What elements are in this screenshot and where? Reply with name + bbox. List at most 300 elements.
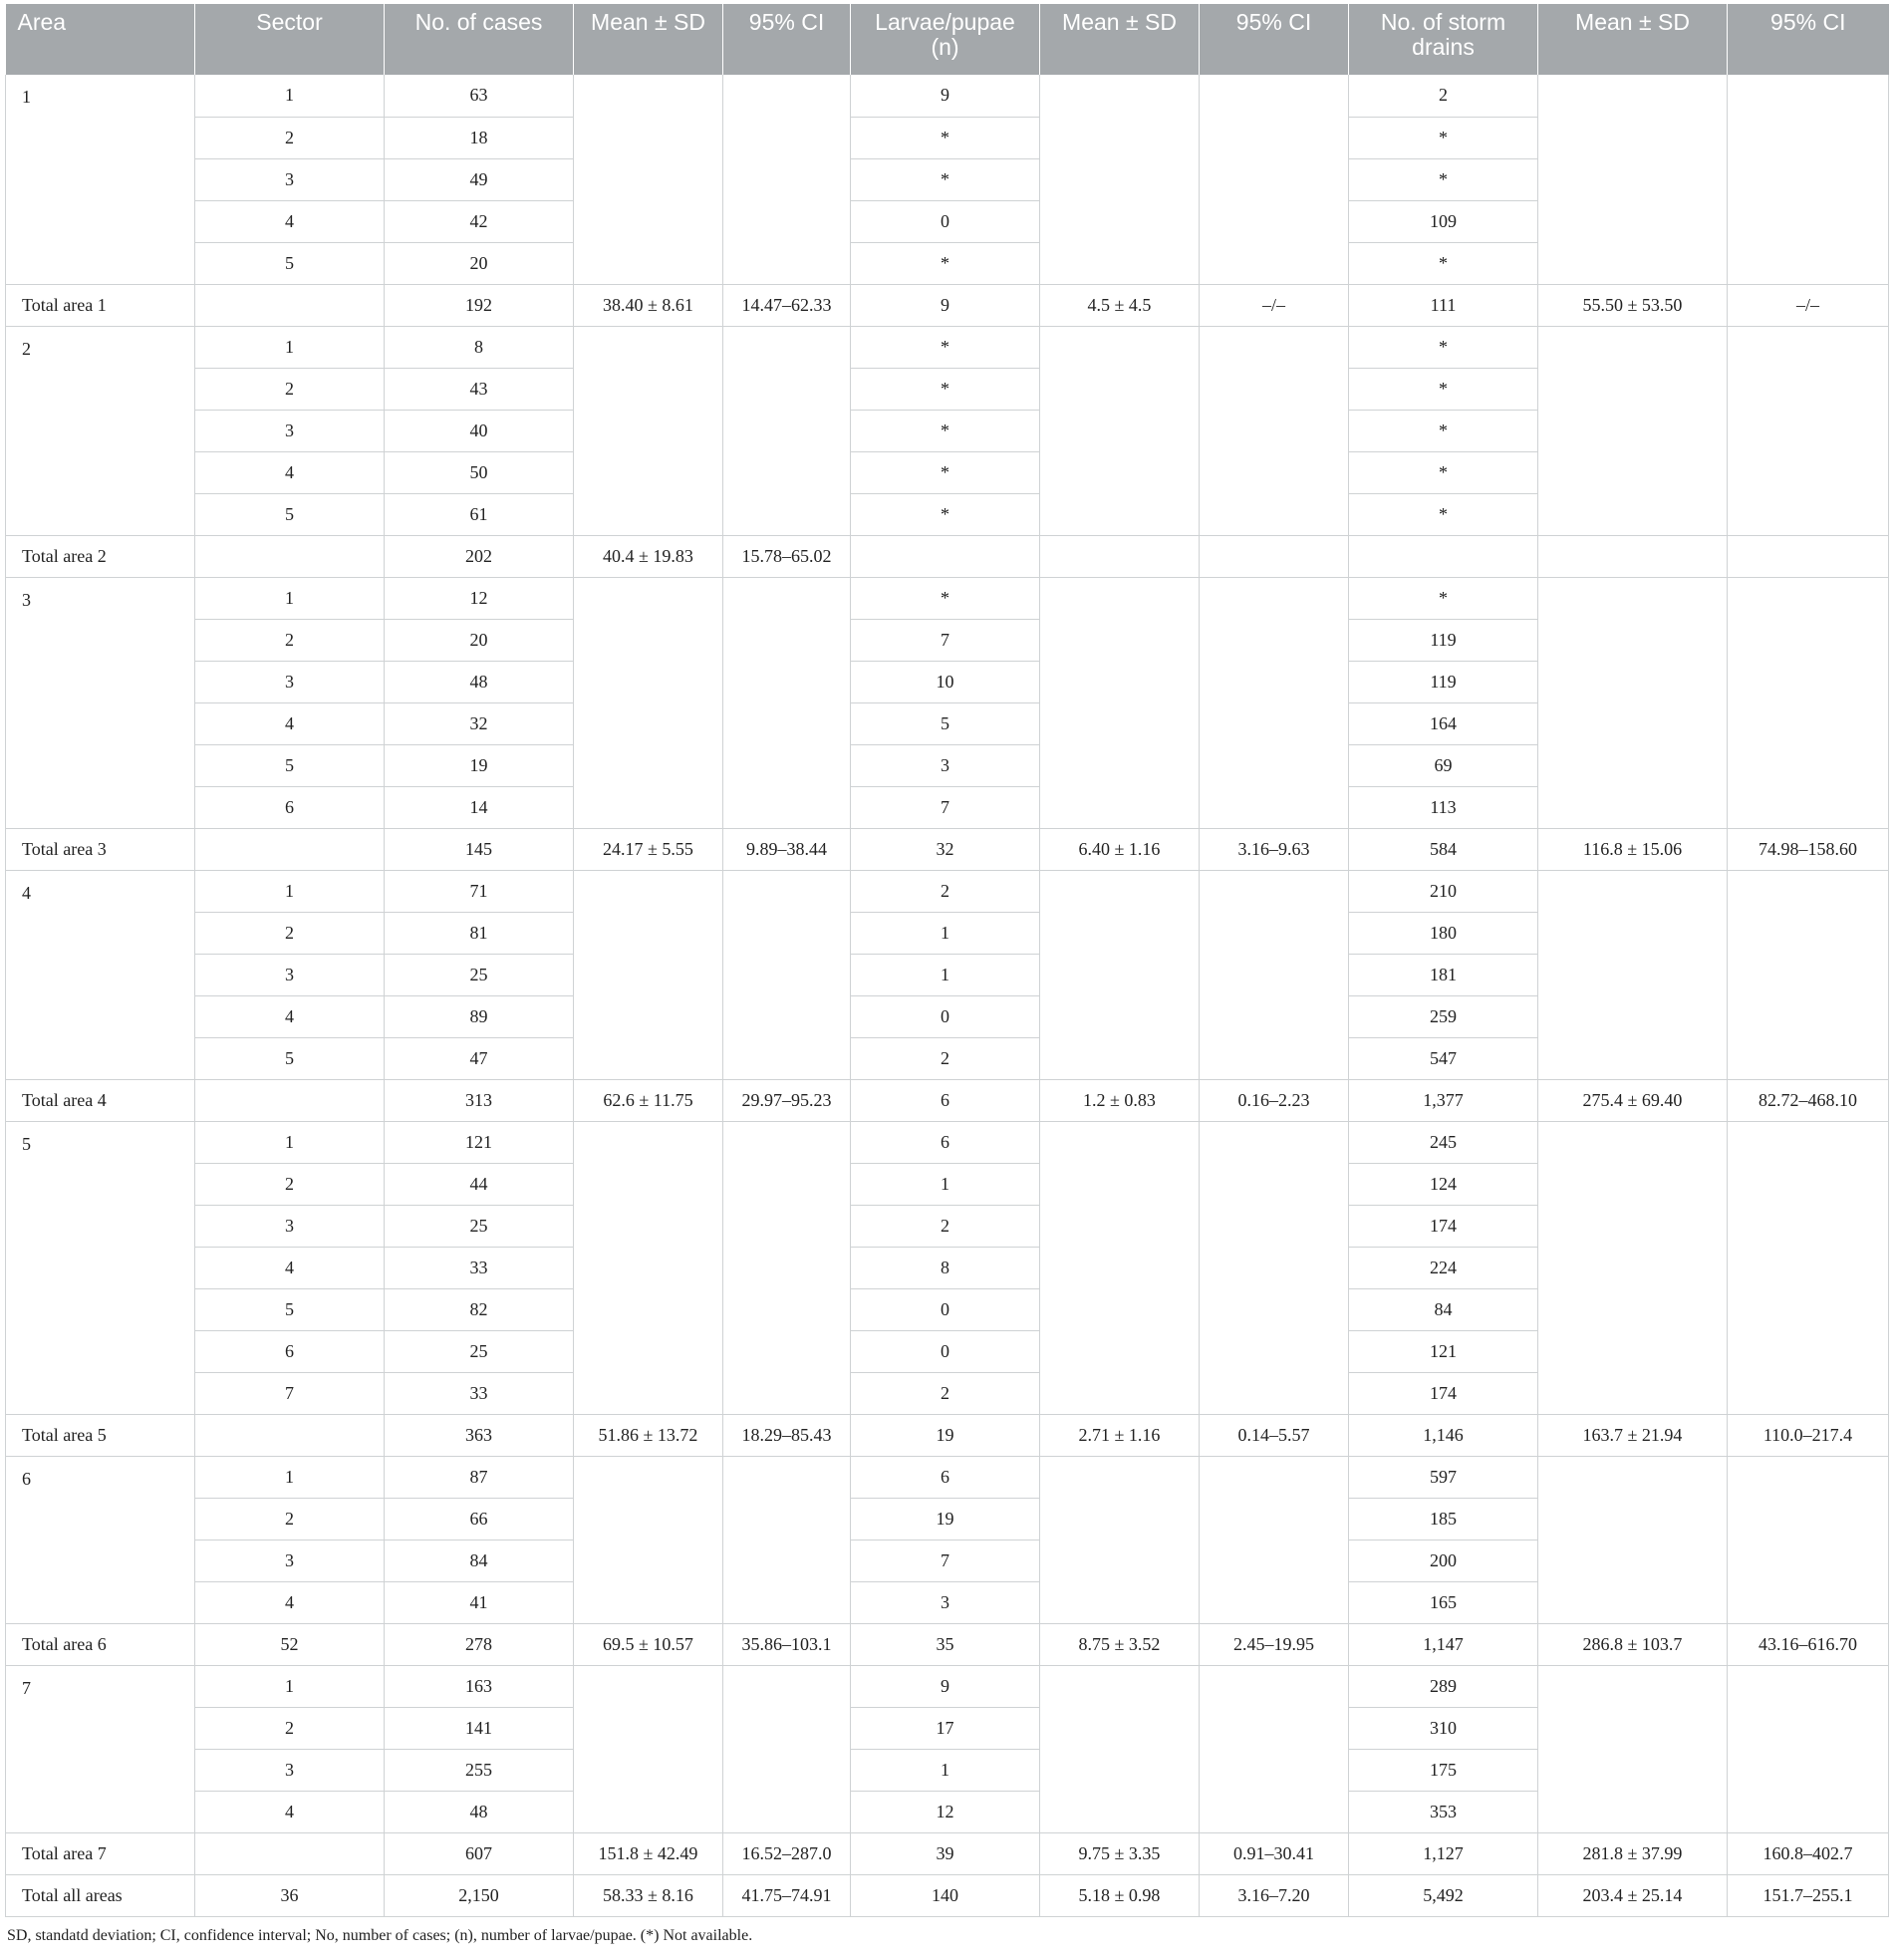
- total-sector: [195, 1079, 385, 1121]
- drains-cell: 181: [1349, 954, 1538, 995]
- cases-cell: 25: [385, 1330, 574, 1372]
- larvae-cell: *: [851, 577, 1040, 619]
- total-ci-drains: –/–: [1728, 284, 1889, 326]
- larvae-cell: 0: [851, 1288, 1040, 1330]
- area-cell: 2: [6, 326, 195, 535]
- total-larvae: 39: [851, 1832, 1040, 1874]
- cases-cell: 40: [385, 410, 574, 451]
- total-cases: 363: [385, 1414, 574, 1456]
- total-ci-drains: 151.7–255.1: [1728, 1874, 1889, 1916]
- sector-cell: 5: [195, 744, 385, 786]
- larvae-cell: 1: [851, 912, 1040, 954]
- total-ci-larvae: 3.16–9.63: [1200, 828, 1349, 870]
- total-drains: 1,147: [1349, 1623, 1538, 1665]
- drains-cell: 124: [1349, 1163, 1538, 1205]
- larvae-cell: 8: [851, 1247, 1040, 1288]
- mean-drains-empty: [1538, 577, 1728, 828]
- ci-cases-empty: [723, 1121, 851, 1414]
- larvae-cell: 7: [851, 786, 1040, 828]
- drains-cell: 547: [1349, 1037, 1538, 1079]
- ci-cases-empty: [723, 326, 851, 535]
- cases-cell: 255: [385, 1749, 574, 1791]
- sector-cell: 1: [195, 1456, 385, 1498]
- sector-cell: 3: [195, 954, 385, 995]
- larvae-cell: 12: [851, 1791, 1040, 1832]
- table-container: [5, 4, 1888, 1945]
- area-cell: 6: [6, 1456, 195, 1623]
- sector-cell: 1: [195, 1665, 385, 1707]
- mean-drains-empty: [1538, 1665, 1728, 1832]
- total-row: [6, 1832, 1889, 1874]
- sector-cell: 3: [195, 1749, 385, 1791]
- area-cell: 3: [6, 577, 195, 828]
- mean-larvae-empty: [1040, 75, 1200, 284]
- larvae-cell: 5: [851, 702, 1040, 744]
- mean-cases-empty: [574, 75, 723, 284]
- drains-cell: 597: [1349, 1456, 1538, 1498]
- table-row: [6, 870, 1889, 912]
- ci-drains-empty: [1728, 577, 1889, 828]
- sector-cell: 5: [195, 1037, 385, 1079]
- sector-cell: 3: [195, 661, 385, 702]
- mean-cases-empty: [574, 1665, 723, 1832]
- sector-cell: 2: [195, 912, 385, 954]
- total-larvae: 19: [851, 1414, 1040, 1456]
- cases-cell: 89: [385, 995, 574, 1037]
- ci-drains-empty: [1728, 326, 1889, 535]
- cases-cell: 48: [385, 1791, 574, 1832]
- total-cases: 607: [385, 1832, 574, 1874]
- total-mean-cases: 69.5 ± 10.57: [574, 1623, 723, 1665]
- mean-cases-empty: [574, 870, 723, 1079]
- drains-cell: 200: [1349, 1540, 1538, 1581]
- total-row: [6, 284, 1889, 326]
- mean-cases-empty: [574, 577, 723, 828]
- cases-cell: 61: [385, 493, 574, 535]
- total-ci-larvae: 0.16–2.23: [1200, 1079, 1349, 1121]
- total-mean-larvae: 6.40 ± 1.16: [1040, 828, 1200, 870]
- sector-cell: 1: [195, 75, 385, 117]
- total-label: Total all areas: [6, 1874, 195, 1916]
- total-ci-drains: 74.98–158.60: [1728, 828, 1889, 870]
- larvae-cell: 0: [851, 200, 1040, 242]
- table-row: [6, 326, 1889, 368]
- drains-cell: 174: [1349, 1205, 1538, 1247]
- sector-cell: 3: [195, 410, 385, 451]
- header-mean-larvae: Mean ± SD: [1040, 4, 1200, 75]
- sector-cell: 1: [195, 326, 385, 368]
- drains-cell: 165: [1349, 1581, 1538, 1623]
- cases-cell: 44: [385, 1163, 574, 1205]
- cases-cell: 12: [385, 577, 574, 619]
- header-ci-drains: 95% CI: [1728, 4, 1889, 75]
- total-label: Total area 2: [6, 535, 195, 577]
- footnote: SD, standatd deviation; CI, confidence interval; No, number of cases; (n), number of larvae/pupae. (*) Not available.: [7, 1926, 753, 1944]
- sector-cell: 4: [195, 200, 385, 242]
- ci-cases-empty: [723, 75, 851, 284]
- table-row: [6, 75, 1889, 117]
- total-ci-cases: 18.29–85.43: [723, 1414, 851, 1456]
- drains-cell: *: [1349, 242, 1538, 284]
- mean-drains-empty: [1538, 1456, 1728, 1623]
- larvae-cell: 3: [851, 1581, 1040, 1623]
- total-mean-larvae: 5.18 ± 0.98: [1040, 1874, 1200, 1916]
- sector-cell: 4: [195, 1581, 385, 1623]
- drains-cell: 119: [1349, 619, 1538, 661]
- cases-cell: 25: [385, 954, 574, 995]
- total-ci-cases: 16.52–287.0: [723, 1832, 851, 1874]
- mean-larvae-empty: [1040, 1665, 1200, 1832]
- larvae-cell: 9: [851, 75, 1040, 117]
- larvae-cell: 10: [851, 661, 1040, 702]
- total-mean-cases: 58.33 ± 8.16: [574, 1874, 723, 1916]
- drains-cell: 174: [1349, 1372, 1538, 1414]
- total-ci-larvae: 0.91–30.41: [1200, 1832, 1349, 1874]
- area-cell: 7: [6, 1665, 195, 1832]
- header-mean-cases: Mean ± SD: [574, 4, 723, 75]
- cases-cell: 43: [385, 368, 574, 410]
- total-mean-drains: 163.7 ± 21.94: [1538, 1414, 1728, 1456]
- larvae-cell: 2: [851, 870, 1040, 912]
- mean-larvae-empty: [1040, 1456, 1200, 1623]
- sector-cell: 6: [195, 786, 385, 828]
- drains-cell: *: [1349, 368, 1538, 410]
- total-cases: 202: [385, 535, 574, 577]
- total-larvae: 140: [851, 1874, 1040, 1916]
- header-larvae: Larvae/pupae (n): [851, 4, 1040, 75]
- header-ci-cases: 95% CI: [723, 4, 851, 75]
- total-drains: [1349, 535, 1538, 577]
- total-cases: 313: [385, 1079, 574, 1121]
- total-ci-larvae: 0.14–5.57: [1200, 1414, 1349, 1456]
- cases-cell: 32: [385, 702, 574, 744]
- sector-cell: 1: [195, 870, 385, 912]
- total-label: Total area 4: [6, 1079, 195, 1121]
- larvae-cell: *: [851, 117, 1040, 158]
- total-mean-cases: 24.17 ± 5.55: [574, 828, 723, 870]
- total-mean-cases: 151.8 ± 42.49: [574, 1832, 723, 1874]
- sector-cell: 3: [195, 1205, 385, 1247]
- sector-cell: 3: [195, 1540, 385, 1581]
- total-mean-cases: 40.4 ± 19.83: [574, 535, 723, 577]
- mean-larvae-empty: [1040, 1121, 1200, 1414]
- sector-cell: 4: [195, 995, 385, 1037]
- larvae-cell: 6: [851, 1121, 1040, 1163]
- total-mean-drains: 203.4 ± 25.14: [1538, 1874, 1728, 1916]
- drains-cell: 84: [1349, 1288, 1538, 1330]
- mean-cases-empty: [574, 1121, 723, 1414]
- total-cases: 145: [385, 828, 574, 870]
- larvae-cell: 7: [851, 1540, 1040, 1581]
- total-larvae: 32: [851, 828, 1040, 870]
- sector-cell: 4: [195, 702, 385, 744]
- larvae-cell: 7: [851, 619, 1040, 661]
- drains-cell: 109: [1349, 200, 1538, 242]
- drains-cell: *: [1349, 451, 1538, 493]
- cases-cell: 42: [385, 200, 574, 242]
- header-mean-drains: Mean ± SD: [1538, 4, 1728, 75]
- cases-cell: 41: [385, 1581, 574, 1623]
- total-mean-cases: 38.40 ± 8.61: [574, 284, 723, 326]
- larvae-cell: *: [851, 158, 1040, 200]
- total-ci-drains: 160.8–402.7: [1728, 1832, 1889, 1874]
- total-cases: 2,150: [385, 1874, 574, 1916]
- total-mean-larvae: 9.75 ± 3.35: [1040, 1832, 1200, 1874]
- drains-cell: 69: [1349, 744, 1538, 786]
- larvae-cell: 3: [851, 744, 1040, 786]
- drains-cell: 353: [1349, 1791, 1538, 1832]
- header-cases: No. of cases: [385, 4, 574, 75]
- drains-cell: 185: [1349, 1498, 1538, 1540]
- drains-cell: *: [1349, 326, 1538, 368]
- mean-drains-empty: [1538, 326, 1728, 535]
- total-mean-cases: 51.86 ± 13.72: [574, 1414, 723, 1456]
- mean-drains-empty: [1538, 75, 1728, 284]
- area-cell: 5: [6, 1121, 195, 1414]
- header-sector: Sector: [195, 4, 385, 75]
- total-ci-drains: 82.72–468.10: [1728, 1079, 1889, 1121]
- total-sector: [195, 535, 385, 577]
- total-mean-cases: 62.6 ± 11.75: [574, 1079, 723, 1121]
- total-ci-larvae: 2.45–19.95: [1200, 1623, 1349, 1665]
- cases-cell: 50: [385, 451, 574, 493]
- cases-cell: 48: [385, 661, 574, 702]
- cases-cell: 71: [385, 870, 574, 912]
- header-drains: No. of storm drains: [1349, 4, 1538, 75]
- total-larvae: 35: [851, 1623, 1040, 1665]
- total-mean-larvae: 2.71 ± 1.16: [1040, 1414, 1200, 1456]
- cases-cell: 49: [385, 158, 574, 200]
- total-mean-larvae: [1040, 535, 1200, 577]
- sector-cell: 2: [195, 368, 385, 410]
- sector-cell: 2: [195, 619, 385, 661]
- total-mean-larvae: 4.5 ± 4.5: [1040, 284, 1200, 326]
- total-row: [6, 535, 1889, 577]
- sector-cell: 2: [195, 117, 385, 158]
- total-row: [6, 1623, 1889, 1665]
- cases-cell: 87: [385, 1456, 574, 1498]
- table-row: [6, 1121, 1889, 1163]
- total-mean-drains: 286.8 ± 103.7: [1538, 1623, 1728, 1665]
- drains-cell: 119: [1349, 661, 1538, 702]
- drains-cell: 121: [1349, 1330, 1538, 1372]
- total-ci-cases: 29.97–95.23: [723, 1079, 851, 1121]
- total-drains: 584: [1349, 828, 1538, 870]
- sector-cell: 2: [195, 1163, 385, 1205]
- total-drains: 111: [1349, 284, 1538, 326]
- drains-cell: 289: [1349, 1665, 1538, 1707]
- mean-cases-empty: [574, 326, 723, 535]
- cases-cell: 14: [385, 786, 574, 828]
- total-larvae: 9: [851, 284, 1040, 326]
- sector-cell: 4: [195, 1791, 385, 1832]
- ci-cases-empty: [723, 577, 851, 828]
- sector-cell: 1: [195, 1121, 385, 1163]
- cases-cell: 47: [385, 1037, 574, 1079]
- drains-cell: 210: [1349, 870, 1538, 912]
- total-larvae: 6: [851, 1079, 1040, 1121]
- ci-larvae-empty: [1200, 1456, 1349, 1623]
- total-sector: [195, 828, 385, 870]
- total-ci-drains: [1728, 535, 1889, 577]
- total-ci-larvae: 3.16–7.20: [1200, 1874, 1349, 1916]
- larvae-cell: 0: [851, 1330, 1040, 1372]
- total-label: Total area 1: [6, 284, 195, 326]
- larvae-cell: 0: [851, 995, 1040, 1037]
- area-cell: 4: [6, 870, 195, 1079]
- ci-drains-empty: [1728, 870, 1889, 1079]
- sector-cell: 1: [195, 577, 385, 619]
- cases-cell: 121: [385, 1121, 574, 1163]
- cases-cell: 33: [385, 1372, 574, 1414]
- sector-cell: 6: [195, 1330, 385, 1372]
- sector-cell: 5: [195, 242, 385, 284]
- cases-cell: 66: [385, 1498, 574, 1540]
- total-sector: [195, 1414, 385, 1456]
- total-ci-cases: 9.89–38.44: [723, 828, 851, 870]
- cases-cell: 84: [385, 1540, 574, 1581]
- mean-drains-empty: [1538, 870, 1728, 1079]
- cases-cell: 8: [385, 326, 574, 368]
- grand-total-row: [6, 1874, 1889, 1916]
- cases-cell: 18: [385, 117, 574, 158]
- ci-larvae-empty: [1200, 75, 1349, 284]
- mean-drains-empty: [1538, 1121, 1728, 1414]
- total-label: Total area 3: [6, 828, 195, 870]
- total-drains: 1,377: [1349, 1079, 1538, 1121]
- drains-cell: 245: [1349, 1121, 1538, 1163]
- table-row: [6, 1665, 1889, 1707]
- total-label: Total area 7: [6, 1832, 195, 1874]
- drains-cell: 175: [1349, 1749, 1538, 1791]
- drains-cell: 180: [1349, 912, 1538, 954]
- larvae-cell: 2: [851, 1205, 1040, 1247]
- cases-cell: 81: [385, 912, 574, 954]
- drains-cell: 259: [1349, 995, 1538, 1037]
- total-larvae: [851, 535, 1040, 577]
- ci-drains-empty: [1728, 75, 1889, 284]
- mean-cases-empty: [574, 1456, 723, 1623]
- ci-drains-empty: [1728, 1456, 1889, 1623]
- ci-drains-empty: [1728, 1665, 1889, 1832]
- drains-cell: *: [1349, 493, 1538, 535]
- total-sector: [195, 1832, 385, 1874]
- total-ci-cases: 35.86–103.1: [723, 1623, 851, 1665]
- total-label: Total area 6: [6, 1623, 195, 1665]
- cases-cell: 141: [385, 1707, 574, 1749]
- total-cases: 192: [385, 284, 574, 326]
- total-mean-drains: 275.4 ± 69.40: [1538, 1079, 1728, 1121]
- ci-cases-empty: [723, 1665, 851, 1832]
- total-drains: 5,492: [1349, 1874, 1538, 1916]
- larvae-cell: 1: [851, 954, 1040, 995]
- larvae-cell: 2: [851, 1037, 1040, 1079]
- ci-larvae-empty: [1200, 326, 1349, 535]
- drains-cell: *: [1349, 410, 1538, 451]
- table-body: [6, 75, 1889, 1916]
- total-ci-cases: 14.47–62.33: [723, 284, 851, 326]
- table-row: [6, 1456, 1889, 1498]
- cases-cell: 163: [385, 1665, 574, 1707]
- cases-cell: 82: [385, 1288, 574, 1330]
- total-mean-drains: 55.50 ± 53.50: [1538, 284, 1728, 326]
- sector-cell: 2: [195, 1707, 385, 1749]
- total-mean-drains: 116.8 ± 15.06: [1538, 828, 1728, 870]
- cases-cell: 63: [385, 75, 574, 117]
- header-row: [6, 4, 1889, 75]
- larvae-cell: *: [851, 493, 1040, 535]
- mean-larvae-empty: [1040, 326, 1200, 535]
- drains-cell: *: [1349, 577, 1538, 619]
- cases-cell: 20: [385, 242, 574, 284]
- larvae-cell: *: [851, 242, 1040, 284]
- larvae-cell: 1: [851, 1749, 1040, 1791]
- sector-cell: 3: [195, 158, 385, 200]
- total-mean-larvae: 1.2 ± 0.83: [1040, 1079, 1200, 1121]
- ci-larvae-empty: [1200, 1665, 1349, 1832]
- total-label: Total area 5: [6, 1414, 195, 1456]
- total-ci-cases: 15.78–65.02: [723, 535, 851, 577]
- total-row: [6, 1079, 1889, 1121]
- total-ci-drains: 110.0–217.4: [1728, 1414, 1889, 1456]
- total-drains: 1,127: [1349, 1832, 1538, 1874]
- larvae-cell: *: [851, 326, 1040, 368]
- cases-cell: 19: [385, 744, 574, 786]
- total-ci-larvae: [1200, 535, 1349, 577]
- total-sector: 36: [195, 1874, 385, 1916]
- drains-cell: 113: [1349, 786, 1538, 828]
- larvae-cell: 19: [851, 1498, 1040, 1540]
- larvae-cell: *: [851, 368, 1040, 410]
- ci-cases-empty: [723, 1456, 851, 1623]
- larvae-cell: *: [851, 451, 1040, 493]
- total-ci-cases: 41.75–74.91: [723, 1874, 851, 1916]
- header-ci-larvae: 95% CI: [1200, 4, 1349, 75]
- total-mean-larvae: 8.75 ± 3.52: [1040, 1623, 1200, 1665]
- cases-cell: 25: [385, 1205, 574, 1247]
- total-sector: 52: [195, 1623, 385, 1665]
- total-mean-drains: [1538, 535, 1728, 577]
- sector-cell: 4: [195, 451, 385, 493]
- total-ci-drains: 43.16–616.70: [1728, 1623, 1889, 1665]
- larvae-cell: 6: [851, 1456, 1040, 1498]
- drains-cell: 2: [1349, 75, 1538, 117]
- mean-larvae-empty: [1040, 577, 1200, 828]
- drains-cell: 224: [1349, 1247, 1538, 1288]
- sector-cell: 2: [195, 1498, 385, 1540]
- sector-cell: 4: [195, 1247, 385, 1288]
- header-area: Area: [6, 4, 195, 75]
- ci-larvae-empty: [1200, 1121, 1349, 1414]
- ci-drains-empty: [1728, 1121, 1889, 1414]
- ci-larvae-empty: [1200, 870, 1349, 1079]
- larvae-cell: 17: [851, 1707, 1040, 1749]
- sector-cell: 5: [195, 1288, 385, 1330]
- area-cell: 1: [6, 75, 195, 284]
- larvae-cell: 2: [851, 1372, 1040, 1414]
- larvae-cell: 9: [851, 1665, 1040, 1707]
- cases-cell: 20: [385, 619, 574, 661]
- total-row: [6, 1414, 1889, 1456]
- table-row: [6, 577, 1889, 619]
- total-mean-drains: 281.8 ± 37.99: [1538, 1832, 1728, 1874]
- total-cases: 278: [385, 1623, 574, 1665]
- data-table: [5, 4, 1889, 1917]
- ci-cases-empty: [723, 870, 851, 1079]
- drains-cell: *: [1349, 158, 1538, 200]
- drains-cell: *: [1349, 117, 1538, 158]
- total-ci-larvae: –/–: [1200, 284, 1349, 326]
